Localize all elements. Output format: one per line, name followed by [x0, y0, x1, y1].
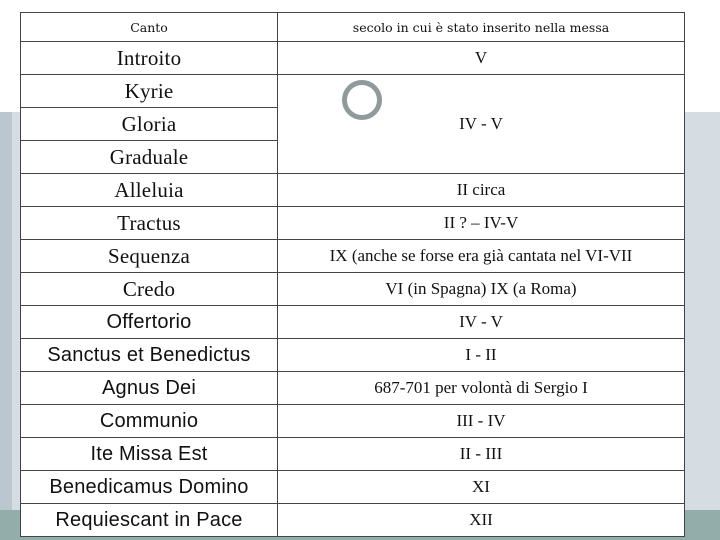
- header-canto: Canto: [21, 13, 278, 42]
- table-row: [21, 438, 685, 471]
- table-header-row: [21, 13, 685, 42]
- secolo-cell: IV - V: [278, 306, 685, 339]
- table-row: [21, 339, 685, 372]
- canto-cell: Gloria: [21, 108, 278, 141]
- canto-cell: Alleluia: [21, 174, 278, 207]
- canto-cell: Agnus Dei: [21, 372, 278, 405]
- table-row: [21, 471, 685, 504]
- canto-cell: Graduale: [21, 141, 278, 174]
- secolo-cell: III - IV: [278, 405, 685, 438]
- canto-cell: Introito: [21, 42, 278, 75]
- canto-cell: Benedicamus Domino: [21, 471, 278, 504]
- table-row: [21, 504, 685, 537]
- background-left-edge: [0, 112, 12, 510]
- secolo-cell: V: [278, 42, 685, 75]
- table-row: [21, 42, 685, 75]
- secolo-cell: IX (anche se forse era già cantata nel VI-VII: [278, 240, 685, 273]
- secolo-cell: 687-701 per volontà di Sergio I: [278, 372, 685, 405]
- canto-cell: Credo: [21, 273, 278, 306]
- secolo-cell: IV - V: [278, 75, 685, 174]
- canto-cell: Kyrie: [21, 75, 278, 108]
- secolo-cell: I - II: [278, 339, 685, 372]
- canto-cell: Sanctus et Benedictus: [21, 339, 278, 372]
- secolo-cell: II ? – IV-V: [278, 207, 685, 240]
- canto-cell: Tractus: [21, 207, 278, 240]
- canto-cell: Sequenza: [21, 240, 278, 273]
- canto-cell: Communio: [21, 405, 278, 438]
- secolo-cell: XI: [278, 471, 685, 504]
- circle-ornament-icon: [342, 80, 382, 120]
- secolo-cell: II - III: [278, 438, 685, 471]
- canto-cell: Requiescant in Pace: [21, 504, 278, 537]
- secolo-cell: XII: [278, 504, 685, 537]
- table-row: [21, 273, 685, 306]
- header-secolo: secolo in cui è stato inserito nella messa: [278, 13, 685, 42]
- secolo-cell: II circa: [278, 174, 685, 207]
- table-row: [21, 306, 685, 339]
- table-row: [21, 405, 685, 438]
- table-row: [21, 207, 685, 240]
- secolo-cell: VI (in Spagna) IX (a Roma): [278, 273, 685, 306]
- canto-cell: Offertorio: [21, 306, 278, 339]
- table-row: [21, 174, 685, 207]
- table-row: [21, 372, 685, 405]
- table-row: [21, 240, 685, 273]
- canto-cell: Ite Missa Est: [21, 438, 278, 471]
